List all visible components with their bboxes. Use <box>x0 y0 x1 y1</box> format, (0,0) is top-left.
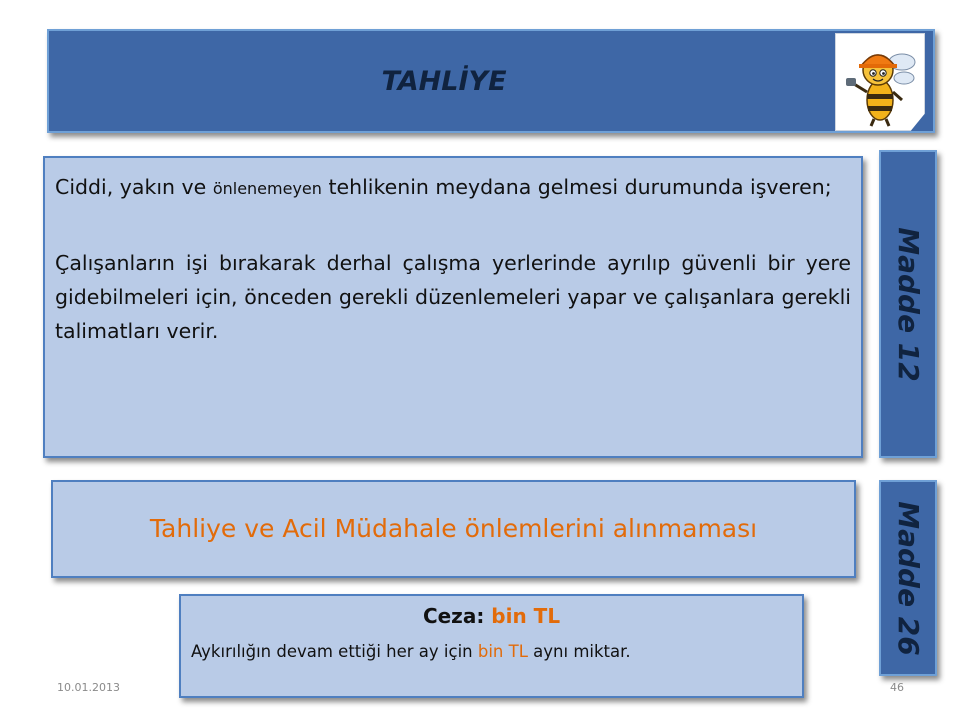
monthly-penalty-line <box>191 642 631 661</box>
penalty-label: Ceza: <box>422 604 485 628</box>
madde-12-label: Madde 12 <box>891 226 925 382</box>
madde-12-box <box>879 150 937 458</box>
para1-small-word: önlenemeyen <box>212 179 322 198</box>
madde-26-label: Madde 26 <box>891 500 925 656</box>
monthly-penalty-amount: bin TL <box>477 642 528 661</box>
page-number: 46 <box>890 681 904 694</box>
paragraph-2: Çalışanların işi bırakarak derhal çalışma yerlerinde ayrılıp güvenli bir yere gidebilmeleri için, önceden gerekli düzenlemeleri yapar ve çalışanlara gerekli talimatları verir. <box>55 251 851 343</box>
penalty-amount: bin TL <box>491 604 561 628</box>
penalty-box <box>179 594 804 698</box>
bee-mascot-icon <box>836 34 924 130</box>
main-text-box <box>43 156 863 458</box>
violation-heading: Tahliye ve Acil Müdahale önlemlerini alınmaması <box>149 514 758 543</box>
paragraph-1 <box>55 170 851 206</box>
para1-start: Ciddi, yakın ve <box>55 175 207 199</box>
title-banner <box>47 29 935 133</box>
madde-26-box <box>879 480 937 676</box>
footer-date: 10.01.2013 <box>57 681 120 694</box>
slide-title: TAHLİYE <box>381 65 507 97</box>
logo <box>835 33 925 131</box>
para1-end: tehlikenin meydana gelmesi durumunda işveren; <box>328 175 832 199</box>
monthly-penalty-text-a: Aykırılığın devam ettiği her ay için <box>191 642 473 661</box>
violation-heading-box <box>51 480 856 578</box>
monthly-penalty-text-b: aynı miktar. <box>533 642 631 661</box>
penalty-line <box>181 604 802 628</box>
